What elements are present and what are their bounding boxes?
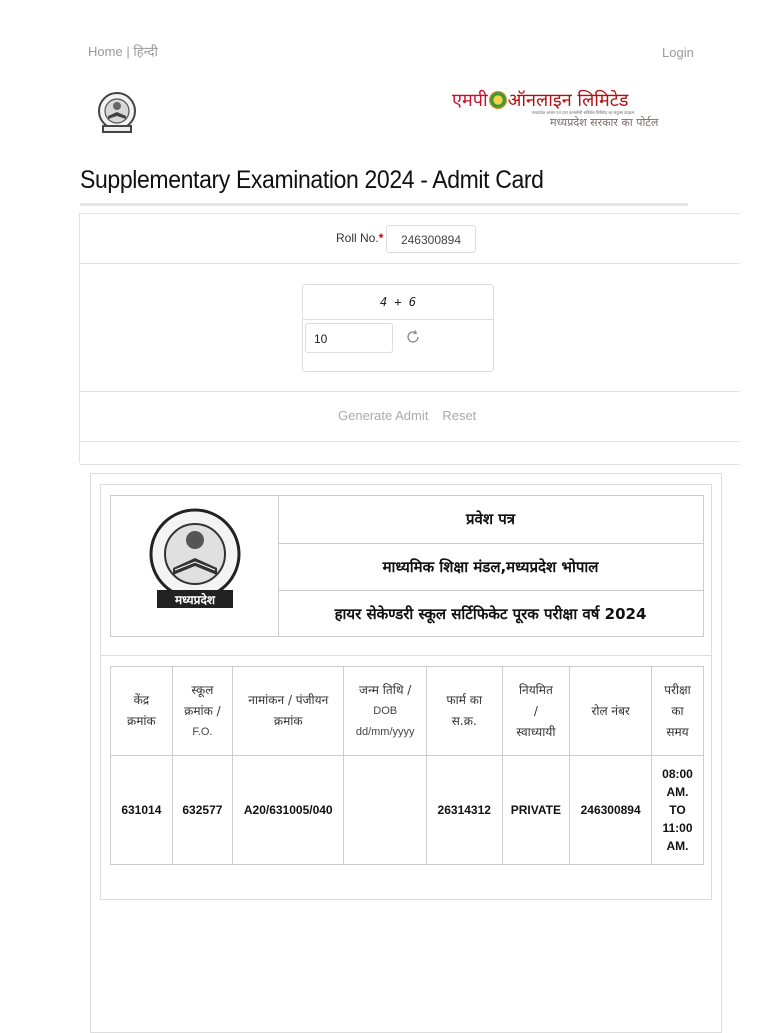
cell-form-number: 26314312 (427, 756, 503, 865)
captcha-question: 4 + 6 (303, 285, 493, 320)
header-form-number (427, 667, 503, 756)
brand-title-right: ऑनलाइन लिमिटेड (507, 90, 629, 111)
header-line: परीक्षा (664, 682, 691, 697)
roll-row (80, 213, 740, 264)
header-line: नामांकन / पंजीयन (248, 693, 329, 707)
cell-regular-private: PRIVATE (502, 756, 570, 865)
header-line: F.O. (192, 725, 213, 738)
login-link[interactable]: Login (662, 45, 694, 60)
generate-admit-button[interactable]: Generate Admit (338, 408, 429, 423)
header-regular-private (502, 667, 570, 756)
cell-center-code: 631014 (111, 756, 173, 865)
brand-tagline: मध्यप्रदेश शासन एवं टाटा कंसल्टेंसी सर्विसेस लिमिटेड का संयुक्त उपक्रम (532, 110, 635, 115)
home-link[interactable]: Home (88, 44, 123, 59)
header-line: DOB (373, 704, 398, 717)
nav-separator: | (126, 44, 130, 59)
details-table (110, 666, 704, 865)
mp-board-logo (111, 496, 279, 636)
header-school-code (172, 667, 232, 756)
admit-card-header (110, 495, 704, 637)
cell-exam-time (652, 756, 704, 865)
admit-card-container (90, 473, 722, 1033)
header-line: समय (666, 724, 689, 739)
refresh-captcha-icon[interactable] (405, 329, 421, 345)
details-table-wrapper (101, 655, 711, 899)
header-line: जन्म तिथि / (359, 682, 412, 697)
header-line: dd/mm/yyyy (355, 725, 415, 738)
board-logo (94, 92, 140, 136)
cell-line: AM. (666, 785, 689, 799)
header-line: नियमित (518, 682, 553, 697)
cell-line: AM. (666, 839, 689, 853)
exam-name: हायर सेकेण्डरी स्कूल सर्टिफिकेट पूरक परीक्षा वर्ष 2024 (278, 590, 703, 637)
reset-button[interactable]: Reset (442, 408, 477, 423)
header-center-code (111, 667, 173, 756)
buttons-row (80, 391, 740, 442)
cell-line: 08:00 (662, 767, 693, 781)
header-line: रोल नंबर (591, 703, 630, 718)
brand-emblem-icon (489, 91, 507, 109)
header-enrollment-number (233, 667, 344, 756)
roll-label: Roll No.* (336, 231, 384, 245)
cell-line: 11:00 (662, 821, 693, 835)
hindi-link[interactable]: हिन्दी (133, 44, 158, 59)
header-exam-time (652, 667, 704, 756)
header-line: क्रमांक / (184, 703, 221, 718)
header-line: का (671, 703, 684, 718)
header-line: केंद्र (133, 693, 150, 707)
header-line: क्रमांक (273, 714, 303, 728)
table-row (111, 756, 704, 865)
header-dob (344, 667, 427, 756)
mponline-brand (452, 88, 678, 134)
captcha-row (80, 263, 740, 392)
header-line: / (533, 703, 538, 718)
page-title: Supplementary Examination 2024 - Admit Card (80, 166, 544, 194)
cell-enrollment-number: A20/631005/040 (233, 756, 344, 865)
required-mark: * (378, 231, 384, 245)
admit-card-form (79, 213, 740, 463)
roll-number-input[interactable]: 246300894 (386, 225, 476, 253)
spacer-row (80, 441, 740, 465)
header-line: स्वाध्यायी (516, 724, 556, 739)
cell-school-code: 632577 (172, 756, 232, 865)
captcha-box (302, 284, 494, 372)
title-divider (80, 203, 688, 206)
header-line: क्रमांक (127, 714, 156, 728)
brand-title-left: एमपी (452, 90, 488, 111)
cell-roll-number: 246300894 (570, 756, 652, 865)
admit-card (100, 484, 712, 900)
header-roll-number (570, 667, 652, 756)
top-nav (88, 42, 158, 60)
board-name: माध्यमिक शिक्षा मंडल,मध्यप्रदेश भोपाल (278, 543, 703, 591)
header-line: स्कूल (191, 682, 214, 697)
header-line: फार्म का (446, 693, 483, 707)
cell-line: TO (669, 803, 686, 817)
captcha-input[interactable]: 10 (305, 323, 393, 353)
logo-text: मध्यप्रदेश (174, 593, 216, 607)
cell-dob (344, 756, 427, 865)
brand-subtitle: मध्यप्रदेश सरकार का पोर्टल (550, 116, 659, 129)
admit-heading: प्रवेश पत्र (465, 510, 516, 528)
header-line: स.क्र. (451, 714, 477, 728)
